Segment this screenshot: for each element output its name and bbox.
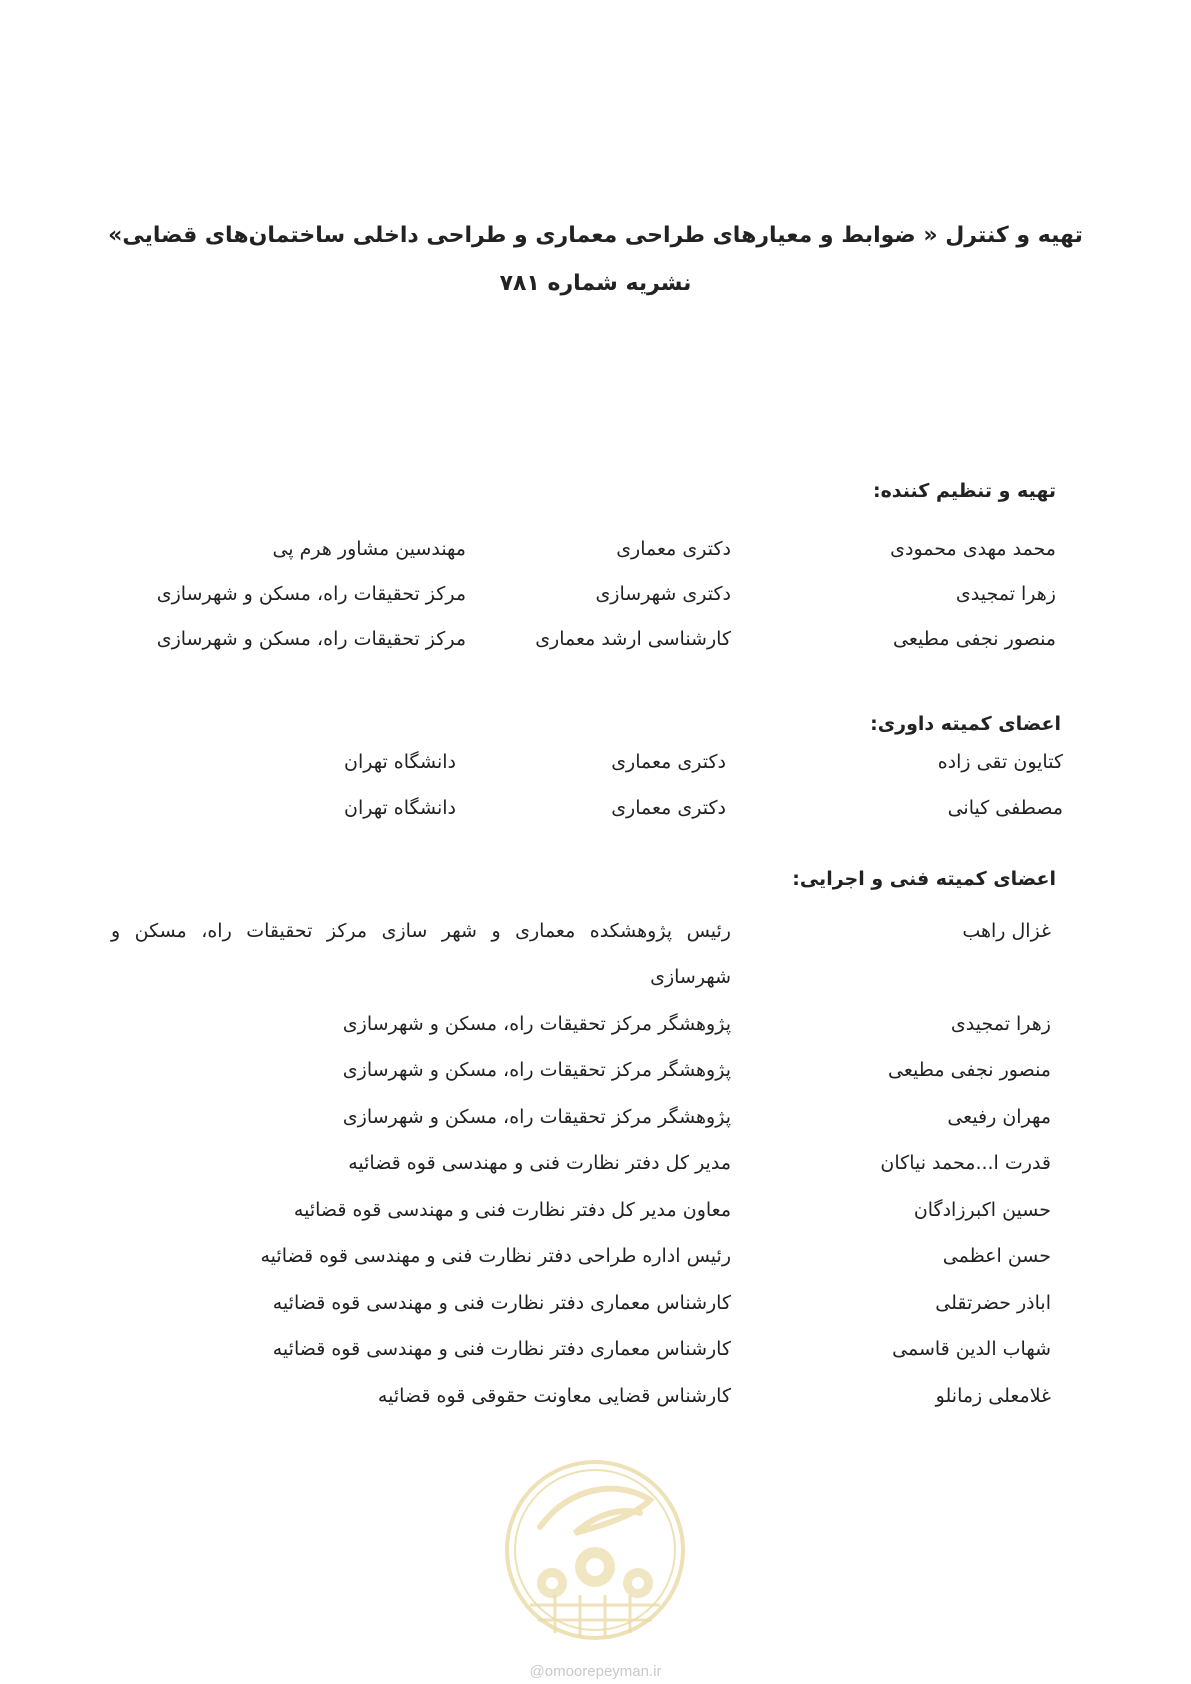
preparer-institution: مهندسین مشاور هرم پی	[272, 538, 466, 560]
technical-member-name: مهران رفیعی	[947, 1106, 1051, 1128]
technical-member-name: حسین اکبرزادگان	[913, 1199, 1051, 1221]
reviewer-name: مصطفی کیانی	[947, 797, 1063, 819]
technical-member-name: منصور نجفی مطیعی	[888, 1059, 1051, 1081]
title-block	[0, 212, 1191, 308]
reviewer-name: کتایون تقی زاده	[937, 751, 1063, 773]
omoorepeyman-seal-icon	[500, 1455, 690, 1645]
technical-member-role: کارشناس معماری دفتر نظارت فنی و مهندسی قوه قضائیه	[272, 1338, 731, 1360]
technical-member-name: غلامعلی زمانلو	[935, 1385, 1051, 1407]
document-title: تهیه و کنترل « ضوابط و معیارهای طراحی معماری و طراحی داخلی ساختمان‌های قضایی»	[108, 223, 1083, 248]
preparer-name: محمد مهدی محمودی	[890, 538, 1056, 560]
technical-member-name: شهاب الدین قاسمی	[892, 1338, 1051, 1360]
preparer-degree: دکتری معماری	[616, 538, 731, 560]
preparer-institution: مرکز تحقیقات راه، مسکن و شهرسازی	[156, 583, 466, 605]
preparer-name: منصور نجفی مطیعی	[893, 628, 1056, 650]
technical-member-role: پژوهشگر مرکز تحقیقات راه، مسکن و شهرسازی	[342, 1059, 731, 1081]
reviewers-heading: اعضای کمیته داوری:	[870, 713, 1061, 735]
preparers-heading: تهیه و تنظیم کننده:	[872, 480, 1056, 502]
preparer-degree: کارشناسی ارشد معماری	[535, 628, 731, 650]
technical-member-role: رئیس پژوهشکده معماری و شهر سازی مرکز تحقیقات راه، مسکن و شهرسازی	[111, 920, 731, 988]
preparer-institution: مرکز تحقیقات راه، مسکن و شهرسازی	[156, 628, 466, 650]
technical-committee-heading: اعضای کمیته فنی و اجرایی:	[792, 868, 1056, 890]
technical-member-role: معاون مدیر کل دفتر نظارت فنی و مهندسی قوه قضائیه	[293, 1199, 731, 1221]
technical-member-role: کارشناس معماری دفتر نظارت فنی و مهندسی قوه قضائیه	[272, 1292, 731, 1314]
reviewer-degree: دکتری معماری	[611, 797, 726, 819]
technical-member-name: اباذر حضرتقلی	[935, 1292, 1051, 1314]
technical-member-role: پژوهشگر مرکز تحقیقات راه، مسکن و شهرسازی	[342, 1013, 731, 1035]
preparer-degree: دکتری شهرسازی	[595, 583, 731, 605]
reviewer-degree: دکتری معماری	[611, 751, 726, 773]
technical-member-role: کارشناس قضایی معاونت حقوقی قوه قضائیه	[377, 1385, 731, 1407]
reviewer-institution: دانشگاه تهران	[343, 797, 456, 819]
technical-member-role: رئیس اداره طراحی دفتر نظارت فنی و مهندسی قوه قضائیه	[260, 1245, 731, 1267]
technical-member-name: حسن اعظمی	[942, 1245, 1051, 1267]
technical-member-name: قدرت ا...محمد نیاکان	[880, 1152, 1051, 1174]
watermark-site: @omoorepeyman.ir	[529, 1663, 662, 1680]
technical-member-name: زهرا تمجیدی	[950, 1013, 1051, 1035]
publication-number: نشریه شماره ۷۸۱	[499, 271, 692, 296]
technical-member-role: پژوهشگر مرکز تحقیقات راه، مسکن و شهرسازی	[342, 1106, 731, 1128]
technical-member-name: غزال راهب	[962, 920, 1051, 942]
technical-member-role: مدیر کل دفتر نظارت فنی و مهندسی قوه قضائیه	[348, 1152, 731, 1174]
preparer-name: زهرا تمجیدی	[955, 583, 1056, 605]
reviewer-institution: دانشگاه تهران	[343, 751, 456, 773]
